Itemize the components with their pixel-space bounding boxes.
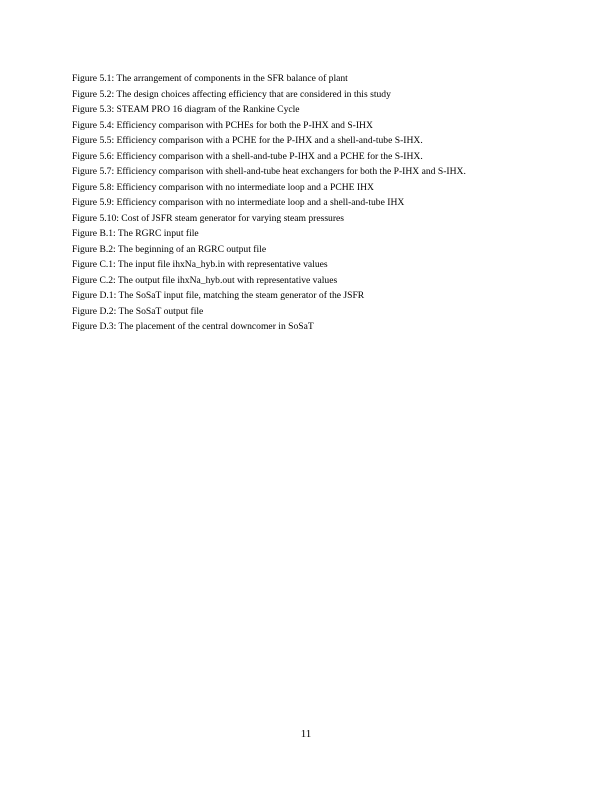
figure-entry-d-3: Figure D.3: The placement of the central downcomer in SoSaT <box>72 321 314 332</box>
figure-entry-5-9: Figure 5.9: Efficiency comparison with no intermediate loop and a shell-and-tube IHX <box>72 197 405 208</box>
figure-entry-c-2: Figure C.2: The output file ihxNa_hyb.out with representative values <box>72 274 338 286</box>
figure-entry-b-2: Figure B.2: The beginning of an RGRC output file <box>72 243 267 255</box>
figure-entry-c-1: Figure C.1: The input file ihxNa_hyb.in with representative values <box>72 259 328 270</box>
figure-entry-d-2: Figure D.2: The SoSaT output file <box>72 305 204 317</box>
figure-entry-5-4: Figure 5.4: Efficiency comparison with PCHEs for both the P-IHX and S-IHX <box>72 119 373 131</box>
page-number: 11 <box>300 728 312 740</box>
figure-entry-5-5: Figure 5.5: Efficiency comparison with a PCHE for the P-IHX and a shell-and-tube S-IHX. <box>72 135 423 146</box>
figure-entry-b-1: Figure B.1: The RGRC input file <box>72 228 199 239</box>
figure-entry-5-3: Figure 5.3: STEAM PRO 16 diagram of the Rankine Cycle <box>72 104 300 115</box>
figure-entry-5-1: Figure 5.1: The arrangement of components in the SFR balance of plant <box>72 73 348 84</box>
list-of-figures <box>72 71 552 335</box>
figure-entry-5-6: Figure 5.6: Efficiency comparison with a shell-and-tube P-IHX and a PCHE for the S-IHX. <box>72 150 423 162</box>
figure-entry-5-2: Figure 5.2: The design choices affecting efficiency that are considered in this study <box>72 88 391 100</box>
figure-entry-5-7: Figure 5.7: Efficiency comparison with shell-and-tube heat exchangers for both the P-IHX and S-IHX. <box>72 166 466 177</box>
figure-entry-d-1: Figure D.1: The SoSaT input file, matching the steam generator of the JSFR <box>72 290 365 301</box>
figure-entry-5-10: Figure 5.10: Cost of JSFR steam generator for varying steam pressures <box>72 212 345 224</box>
figure-entry-5-8: Figure 5.8: Efficiency comparison with no intermediate loop and a PCHE IHX <box>72 181 374 193</box>
